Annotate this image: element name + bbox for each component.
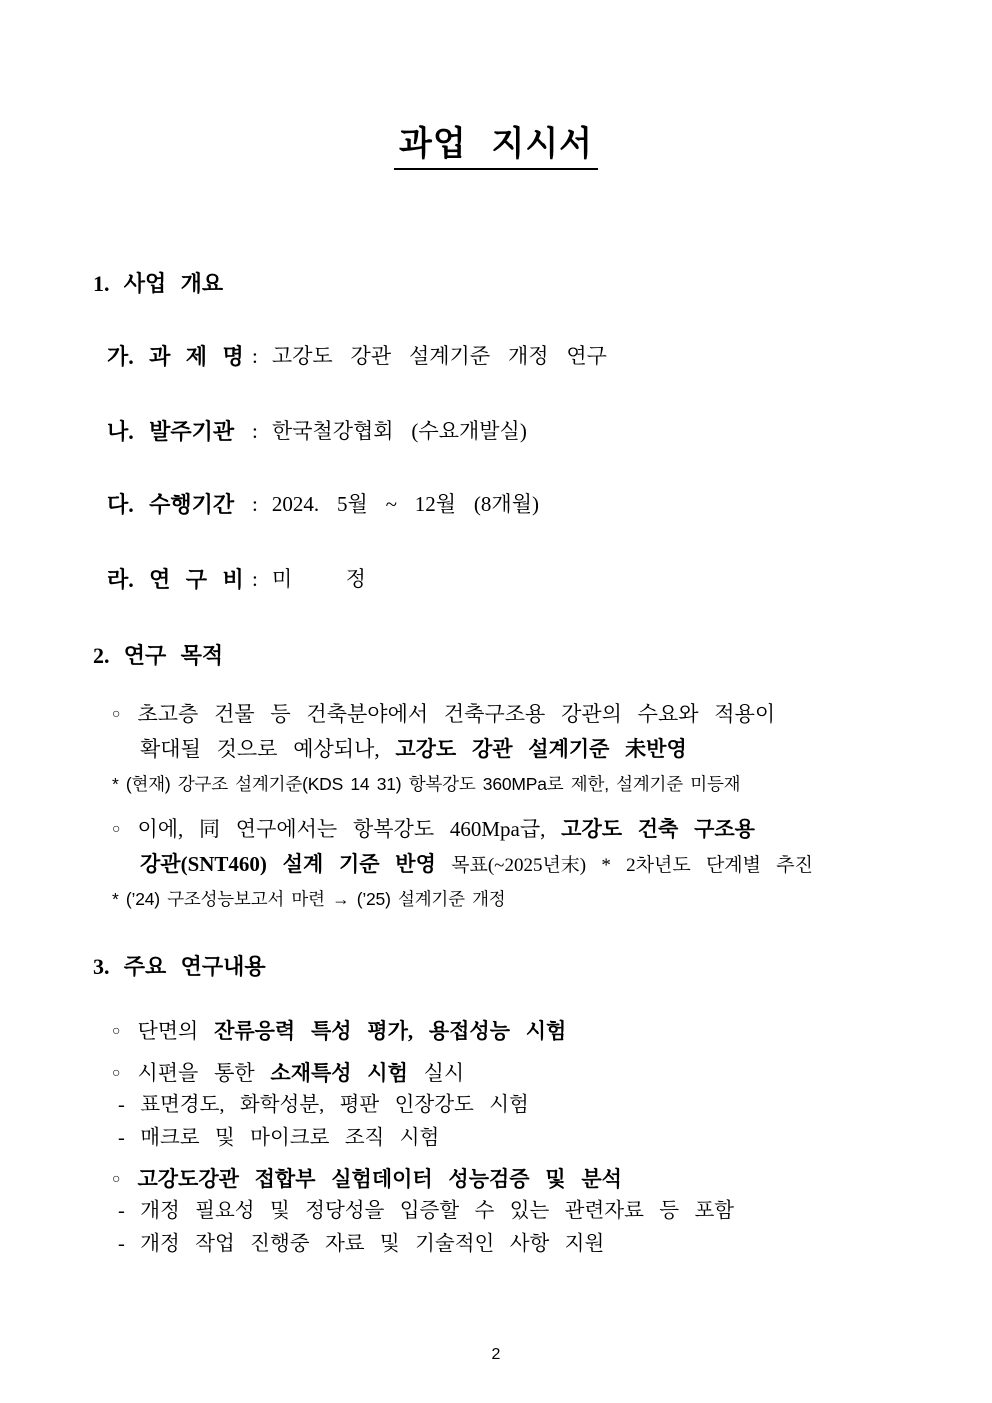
purpose-bullet-1-line-2 <box>140 736 687 762</box>
page-number: 2 <box>491 1346 501 1363</box>
item-project-name-value-row <box>252 343 607 369</box>
purpose-bullet-1-text: 초고층 건물 등 건축분야에서 건축구조용 강관의 수요와 적용이 <box>137 702 776 726</box>
purpose-bullet-2-line-1-regular: 이에, 同 연구에서는 항복강도 460Mpa급, <box>137 817 562 841</box>
purpose-bullet-2-line-1-bold: 고강도 건축 구조용 <box>561 817 755 841</box>
content-bullet-2-sub-2: - 매크로 및 마이크로 조직 시험 <box>118 1127 440 1149</box>
item-ordering-agency-value: 한국철강협회 (수요개발실) <box>271 419 527 443</box>
purpose-bullet-1-line-1 <box>112 701 775 727</box>
item-period-value: 2024. 5월 ~ 12월 (8개월) <box>271 492 539 516</box>
section-3-heading: 3. 주요 연구내용 <box>93 954 266 979</box>
item-project-name-value: 고강도 강관 설계기준 개정 연구 <box>271 344 607 368</box>
item-period-colon: : <box>252 492 258 516</box>
content-bullet-3-sub-2: - 개정 작업 진행중 자료 및 기술적인 사항 지원 <box>118 1233 605 1255</box>
purpose-bullet-2-line-2-goal: 목표(~2025년末) * 2차년도 단계별 추진 <box>435 855 813 876</box>
content-bullet-2-regular-before: 시편을 통한 <box>137 1061 271 1085</box>
purpose-bullet-1-note: * (현재) 강구조 설계기준(KDS 14 31) 항복강도 360MPa로 제한, 설계기준 미등재 <box>112 774 741 794</box>
purpose-bullet-2-line-1 <box>112 816 755 842</box>
circle-bullet-icon: ○ <box>112 1066 121 1081</box>
content-bullet-2-sub-1: - 표면경도, 화학성분, 평판 인장강도 시험 <box>118 1094 529 1116</box>
purpose-bullet-2-note: * (’24) 구조성능보고서 마련 → (’25) 설계기준 개정 <box>112 889 506 909</box>
document-title <box>0 124 992 167</box>
document-title-text: 과업 지시서 <box>394 126 598 170</box>
item-ordering-agency-label: 나. 발주기관 <box>107 419 235 444</box>
item-period-label: 다. 수행기간 <box>107 492 235 517</box>
item-period-value-row <box>252 491 539 517</box>
purpose-bullet-2-line-2-bold: 강관(SNT460) 설계 기준 반영 <box>140 852 436 876</box>
section-1-heading: 1. 사업 개요 <box>93 271 224 296</box>
purpose-bullet-2-line-2 <box>140 851 813 878</box>
content-bullet-3-bold: 고강도강관 접합부 실험데이터 성능검증 및 분석 <box>137 1167 622 1191</box>
content-bullet-1 <box>112 1018 566 1044</box>
section-2-heading: 2. 연구 목적 <box>93 643 224 668</box>
item-project-name-label: 가. 과 제 명 <box>107 344 244 369</box>
circle-bullet-icon: ○ <box>112 1024 121 1039</box>
item-budget-value: 미 정 <box>271 567 366 591</box>
content-bullet-1-bold: 잔류응력 특성 평가, 용접성능 시험 <box>214 1019 567 1043</box>
circle-bullet-icon: ○ <box>112 822 121 837</box>
item-project-name-colon: : <box>252 344 258 368</box>
content-bullet-1-regular: 단면의 <box>137 1019 215 1043</box>
content-bullet-3-sub-1: - 개정 필요성 및 정당성을 입증할 수 있는 관련자료 등 포함 <box>118 1200 735 1222</box>
item-budget-colon: : <box>252 567 258 591</box>
purpose-bullet-1-line-2-regular: 확대될 것으로 예상되나, <box>140 737 396 761</box>
item-ordering-agency-colon: : <box>252 419 258 443</box>
circle-bullet-icon: ○ <box>112 1172 121 1187</box>
purpose-bullet-1-line-2-bold: 고강도 강관 설계기준 未반영 <box>395 737 687 761</box>
content-bullet-2-bold: 소재특성 시험 <box>270 1061 408 1085</box>
content-bullet-2-regular-after: 실시 <box>407 1061 465 1085</box>
content-bullet-2 <box>112 1060 464 1086</box>
item-budget-value-row <box>252 566 366 592</box>
item-ordering-agency-value-row <box>252 418 527 444</box>
content-bullet-3 <box>112 1166 622 1192</box>
item-budget-label: 라. 연 구 비 <box>107 567 244 592</box>
circle-bullet-icon: ○ <box>112 707 121 722</box>
